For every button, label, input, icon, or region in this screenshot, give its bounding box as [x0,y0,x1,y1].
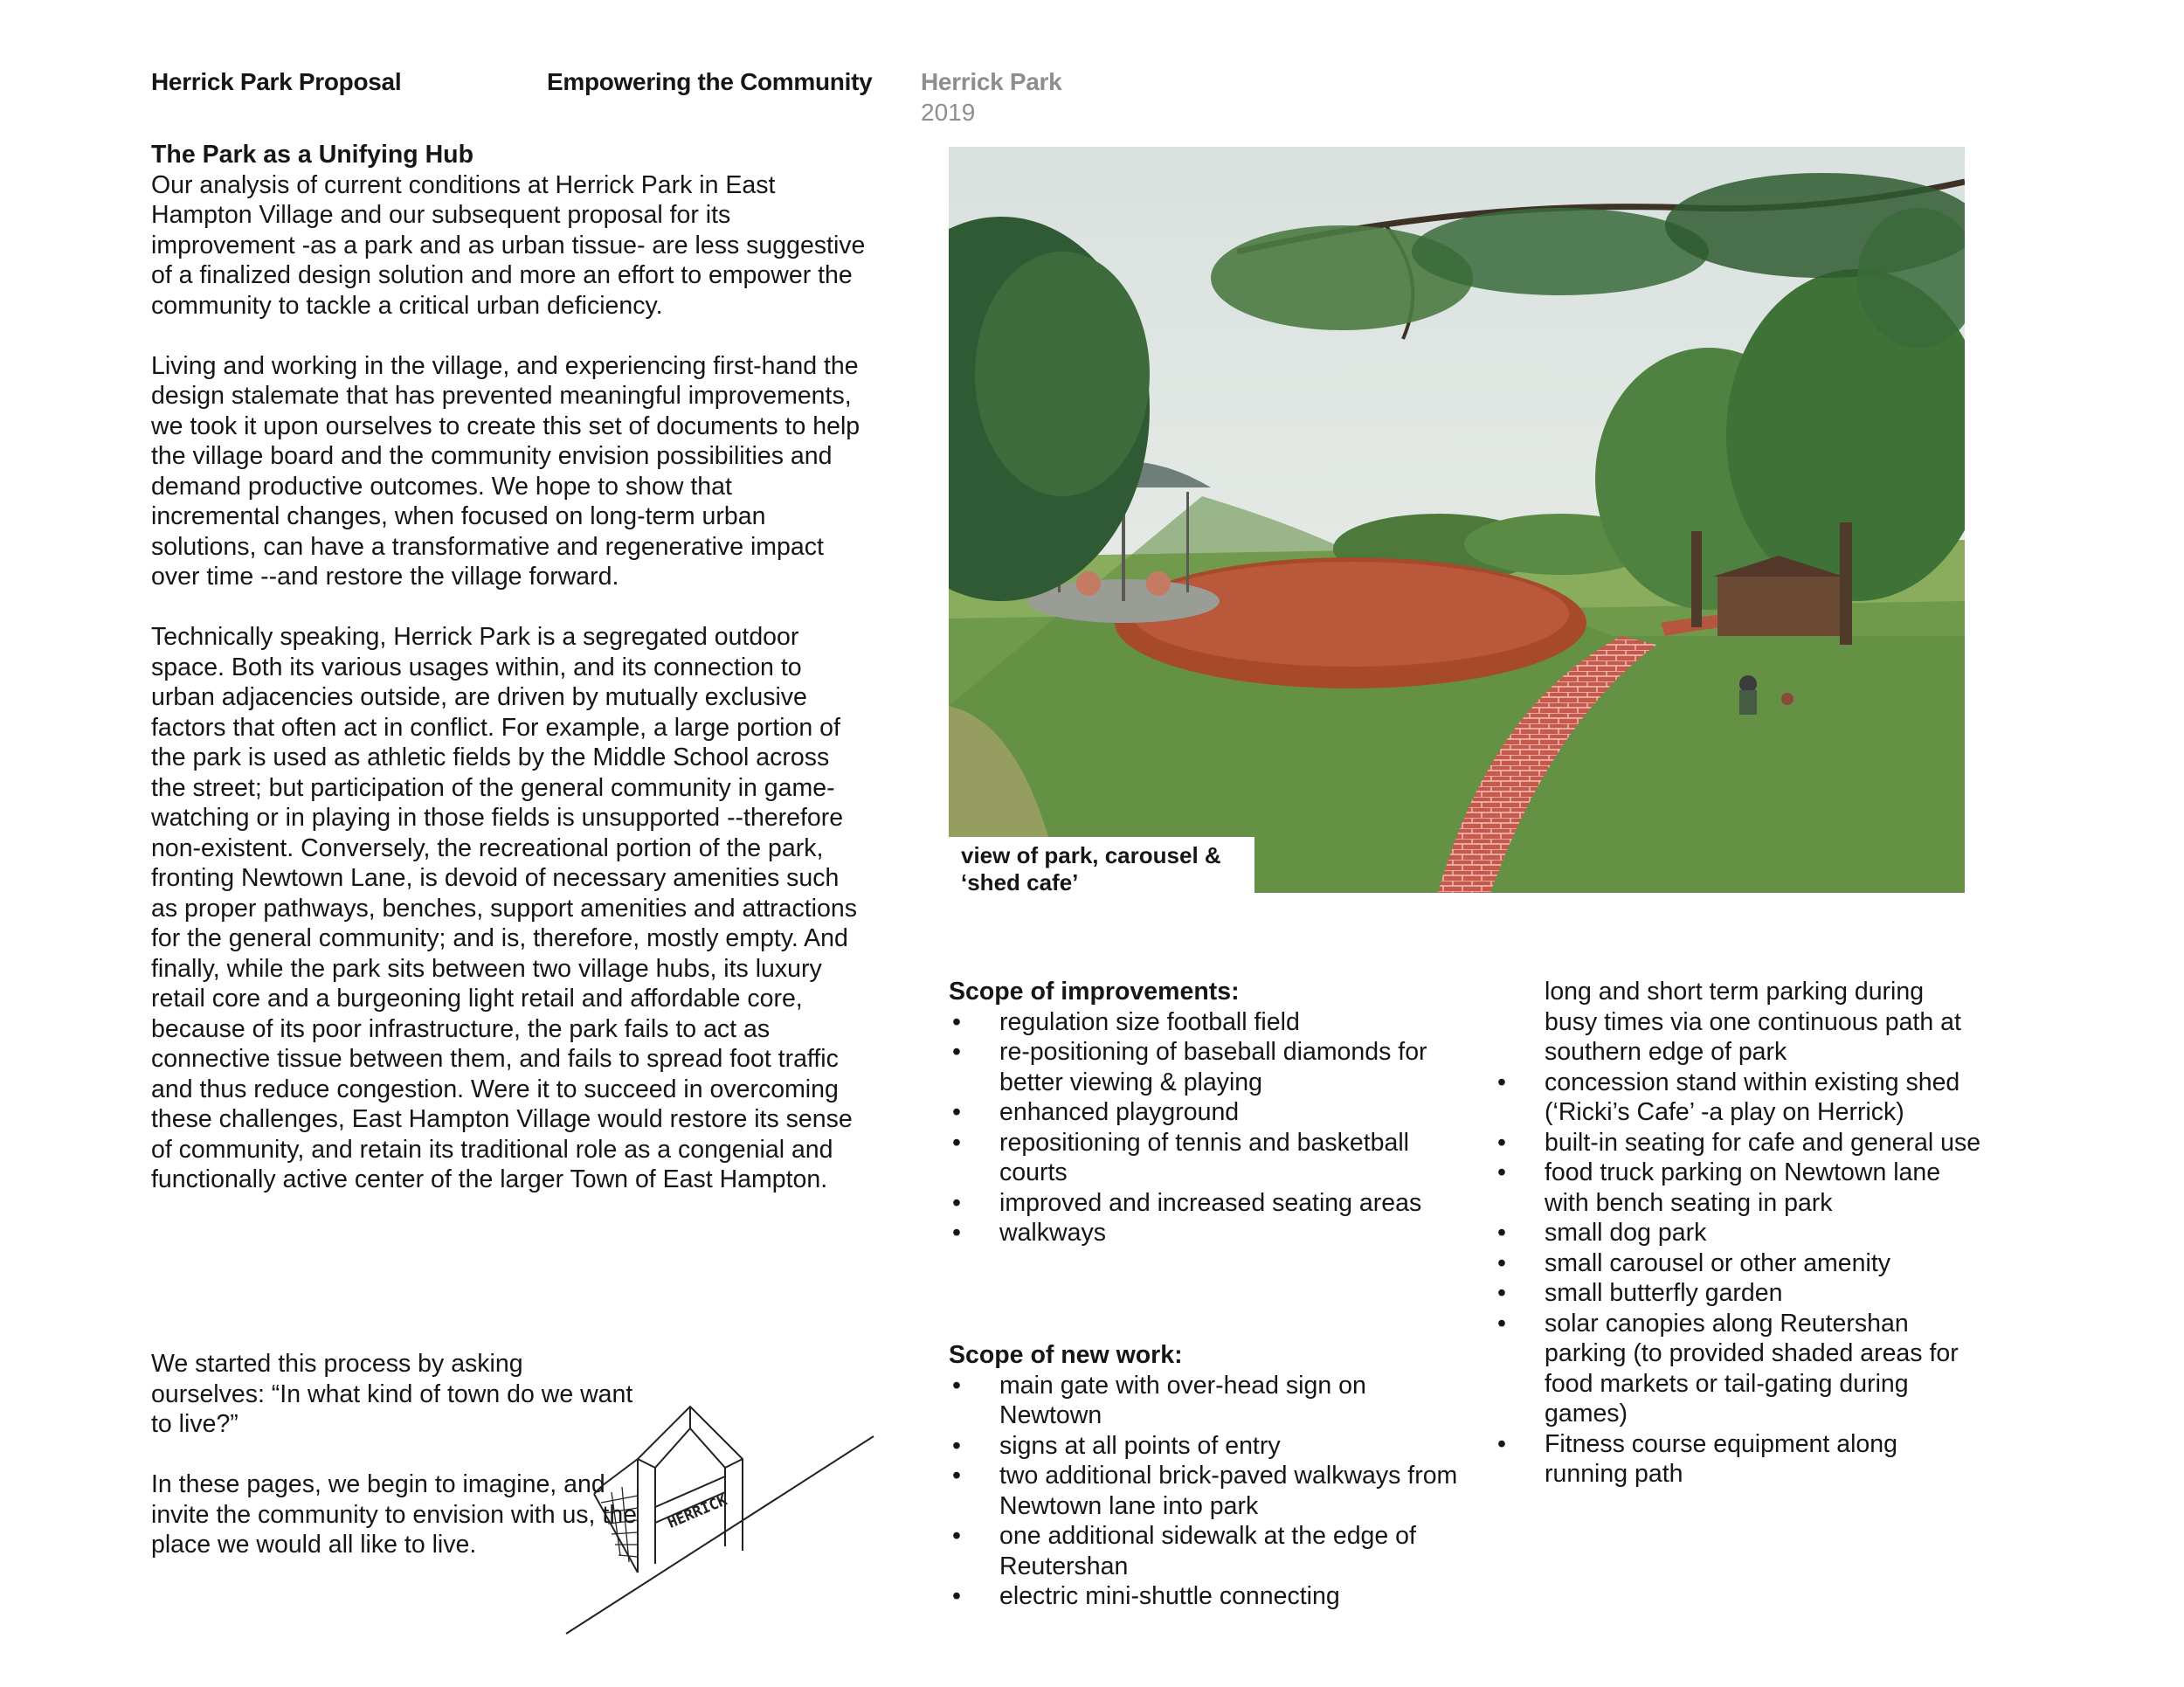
scope-improvements-list [949,977,1473,1248]
list-item: • small butterfly garden [1494,1278,1983,1309]
list-item: • small dog park [1494,1218,1983,1248]
list-item: • walkways [949,1218,1473,1248]
list-item: • regulation size football field [949,1007,1473,1038]
list-item: • solar canopies along Reutershan parking (to provided shaded areas for food markets or tail-gating during games) [1494,1309,1983,1429]
park-watercolor-painting [949,147,1965,893]
closing-paragraph-1: We started this process by asking ourselves: “In what kind of town do we want to live?” [151,1350,633,1438]
list-item: • re-positioning of baseball diamonds for better viewing & playing [949,1037,1473,1097]
intro-paragraph-2: Living and working in the village, and experiencing first-hand the design stalemate that has prevented meaningful improvements, we took it upon ourselves to create this set of documents to help the village board and the community envision possibilities and demand productive outcomes. We hope to show that incremental changes, when focused on long-term urban solutions, can have a transformative and regenerative impact over time --and restore the village forward. [151,351,860,591]
intro-paragraph-1: Our analysis of current conditions at Herrick Park in East Hampton Village and our subsequent proposal for its improvement -as a park and as urban tissue- are less suggestive of a finalized design solution and more an effort to empower the community to tackle a critical urban deficiency. [151,170,866,320]
header-section-title: Empowering the Community [547,68,873,95]
header-park-name: Herrick Park [921,68,1062,95]
scope-new-work-title: Scope of new work: [949,1341,1183,1369]
list-item: • food truck parking on Newtown lane with bench seating in park [1494,1158,1983,1218]
list-item: • one additional sidewalk at the edge of Reutershan [949,1521,1473,1581]
header-proposal-title: Herrick Park Proposal [151,68,402,95]
header-year: 2019 [921,99,976,126]
gate-sketch-illustration [559,1398,882,1651]
list-item: • concession stand within existing shed (‘Ricki’s Cafe’ -a play on Herrick) [1494,1068,1983,1128]
list-item: • built-in seating for cafe and general use [1494,1128,1983,1158]
list-item: • small carousel or other amenity [1494,1248,1983,1279]
intro-heading: The Park as a Unifying Hub [151,141,473,169]
scope-improvements-title: Scope of improvements: [949,978,1240,1006]
scope-new-work-continued [1494,977,1983,1490]
list-item-continuation: long and short term parking during busy times via one continuous path at southern edge of park [1545,978,1961,1066]
list-item: • improved and increased seating areas [949,1188,1473,1219]
painting-caption: view of park, carousel & ‘shed cafe’ [949,837,1254,893]
gate-sign-text: HERRICK [665,1491,730,1532]
list-item: • signs at all points of entry [949,1431,1473,1462]
list-item: • Fitness course equipment along running path [1494,1429,1983,1490]
list-item: • repositioning of tennis and basketball courts [949,1128,1473,1188]
intro-column [151,140,867,1225]
list-item: • main gate with over-head sign on Newtown [949,1371,1473,1431]
scope-new-work-list [949,1340,1473,1612]
closing-paragraph-2: In these pages, we begin to imagine, and invite the community to envision with us, the place we would all like to live. [151,1470,638,1559]
list-item: • electric mini-shuttle connecting [949,1581,1473,1612]
list-item: • enhanced playground [949,1097,1473,1128]
list-item: • two additional brick-paved walkways from Newtown lane into park [949,1461,1473,1521]
intro-paragraph-3: Technically speaking, Herrick Park is a segregated outdoor space. Both its various usages within, and its connection to urban adjacencies outside, are driven by mutually exclusive factors that often act in conflict. For example, a large portion of the park is used as athletic fields by the Middle School across the street; but participation of the general community in game-watching or in playing in those fields is unsupported --therefore non-existent. Conversely, the recreational portion of the park, fronting Newtown Lane, is devoid of necessary amenities such as proper pathways, benches, support amenities and attractions for the general community; and is, therefore, mostly empty. And finally, while the park sits between two village hubs, its luxury retail core and a burgeoning light retail and affordable core, because of its poor infrastructure, the park fails to act as connective tissue between them, and fails to spread foot traffic and thus reduce congestion. Were it to succeed in overcoming these challenges, East Hampton Village would restore its sense of community, and retain its traditional role as a congenial and functionally active center of the larger Town of East Hampton. [151,623,857,1193]
